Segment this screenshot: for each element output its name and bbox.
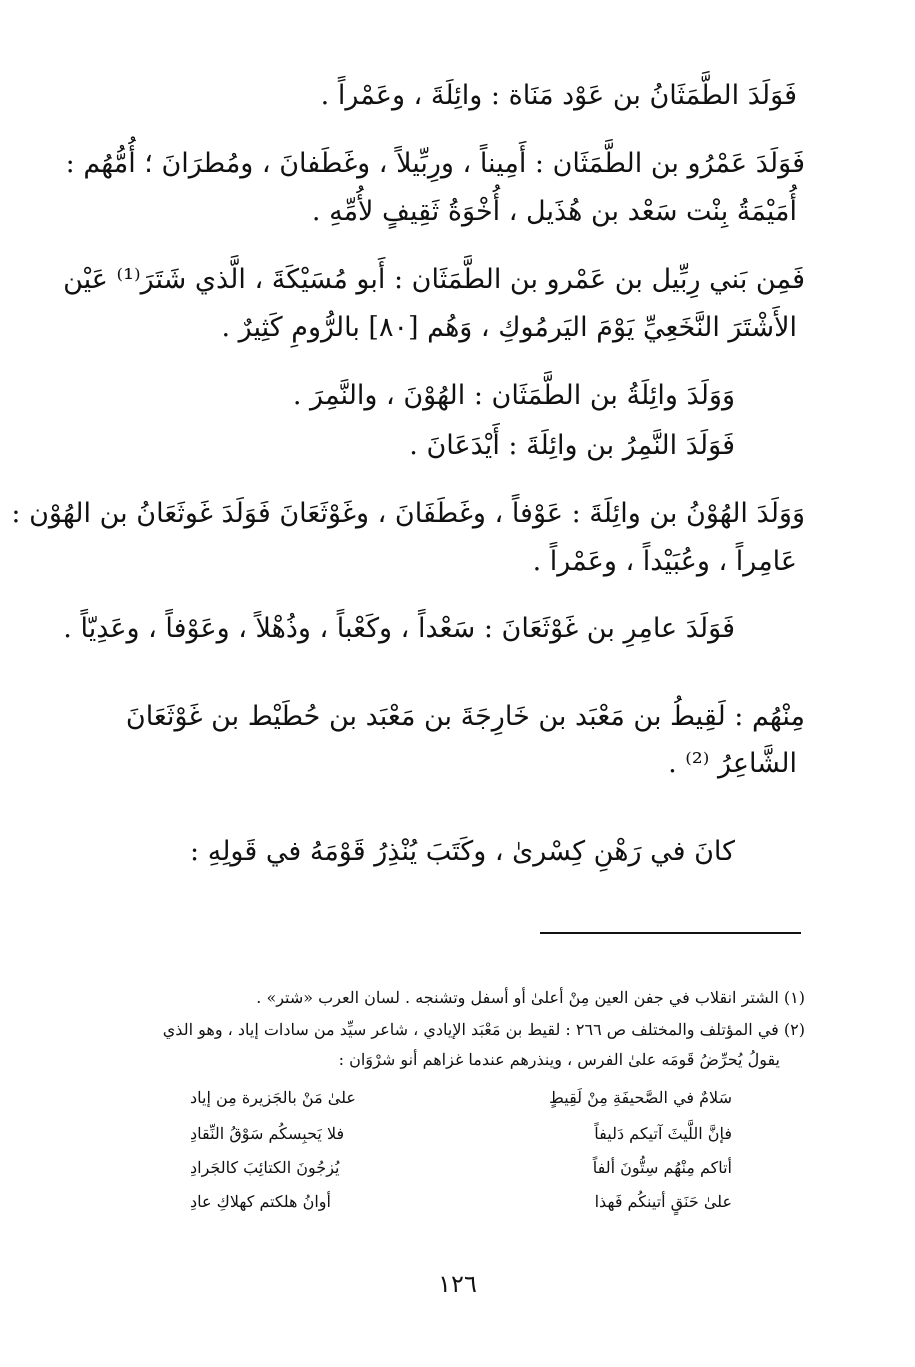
poem-second-hemistich: يُزجُونَ الكتائِبَ كالجَرادِ (190, 1158, 340, 1177)
poem-verse (190, 1192, 732, 1211)
poem-first-hemistich: علىٰ حَنَقٍ أتينكُم فَهذا (594, 1192, 732, 1211)
body-line: وَوَلَدَ وائِلَةُ بن الطَّمَثَان : الهُوْنَ ، والنَّمِرَ . (292, 380, 735, 411)
body-line: وَوَلَدَ الهُوْنُ بن وائِلَةَ : عَوْفاً ، وغَطَفَانَ ، وغَوْثَعَانَ فَوَلَدَ غَوثَعَانُ بن الهُوْن : (11, 498, 805, 529)
poem-verse (190, 1088, 732, 1107)
body-line: كانَ في رَهْنِ كِسْرىٰ ، وكَتَبَ يُنْذِرُ قَوْمَهُ في قَولِهِ : (190, 836, 735, 867)
body-line: مِنْهُم : لَقِيطُ بن مَعْبَد بن خَارِجَةَ بن مَعْبَد بن حُطَيْط بن غَوْثَعَانَ (125, 701, 805, 732)
footnote-1: (١) الشتر انقلاب في جفن العين مِنْ أعلىٰ أو أسفل وتشنجه . لسان العرب «شتر» . (256, 988, 805, 1007)
footnote-2-continued: يقولُ يُحرِّضُ قَومَه علىٰ الفرس ، وينذرهم عندما غزاهم أنو شرْوَان : (338, 1050, 780, 1069)
page-number: ١٢٦ (438, 1270, 477, 1298)
poem-second-hemistich: فلا يَحبِسكُم سَوْقُ النِّقادِ (190, 1124, 345, 1143)
poem-second-hemistich: علىٰ مَنْ بالجَزيرة مِن إياد (190, 1088, 356, 1107)
body-line: فَمِن بَني رِبِّيل بن عَمْرو بن الطَّمَثَان : أَبو مُسَيْكَةَ ، الَّذي شَتَرَ⁽¹⁾ عَيْن (63, 264, 805, 295)
footnote-2: (٢) في المؤتلف والمختلف ص ٢٦٦ : لقيط بن مَعْبَد الإيادي ، شاعر سيِّد من سادات إياد ، وهو الذي (162, 1020, 805, 1039)
poem-verse (190, 1158, 732, 1177)
body-line: فَوَلَدَ الطَّمَثَانُ بن عَوْد مَنَاة : وائِلَةَ ، وعَمْراً . (320, 80, 797, 111)
body-line: فَوَلَدَ النَّمِرُ بن وائِلَةَ : أَيْدَعَانَ . (409, 430, 735, 461)
poem-first-hemistich: سَلامٌ في الصَّحيفَةِ مِنْ لَقِيطٍ (549, 1088, 732, 1107)
body-line: الشَّاعِرُ ⁽²⁾ . (668, 748, 797, 779)
body-line: أُمَيْمَةُ بِنْت سَعْد بن هُذَيل ، أُخْوَةُ ثَقِيفٍ لأُمِّهِ . (311, 196, 797, 227)
poem-first-hemistich: فإنَّ اللَّيثَ آتيكم دَليفاً (594, 1124, 732, 1143)
body-line: الأَشْتَرَ النَّخَعِيِّ يَوْمَ اليَرمُوكِ ، وَهُم [٨٠] بالرُّومِ كَثِيرٌ . (221, 312, 797, 343)
poem-first-hemistich: أتاكم مِنْهُم سِتُّونَ ألفاً (592, 1158, 732, 1177)
body-line: عَامِراً ، وعُبَيْداً ، وعَمْراً . (532, 546, 797, 577)
poem-second-hemistich: أوانُ هلكتم كهلاكِ عادِ (190, 1192, 331, 1211)
footnote-separator (540, 932, 801, 934)
poem-verse (190, 1124, 732, 1143)
body-line: فَوَلَدَ عامِرِ بن غَوْثَعَانَ : سَعْداً ، وكَعْباً ، وذُهْلاً ، وعَوْفاً ، وعَدِيّاً . (63, 613, 735, 644)
body-line: فَوَلَدَ عَمْرُو بن الطَّمَثَان : أَمِيناً ، ورِبِّيلاً ، وغَطَفانَ ، ومُطرَانَ ؛ أُمُّهُم : (65, 148, 805, 179)
